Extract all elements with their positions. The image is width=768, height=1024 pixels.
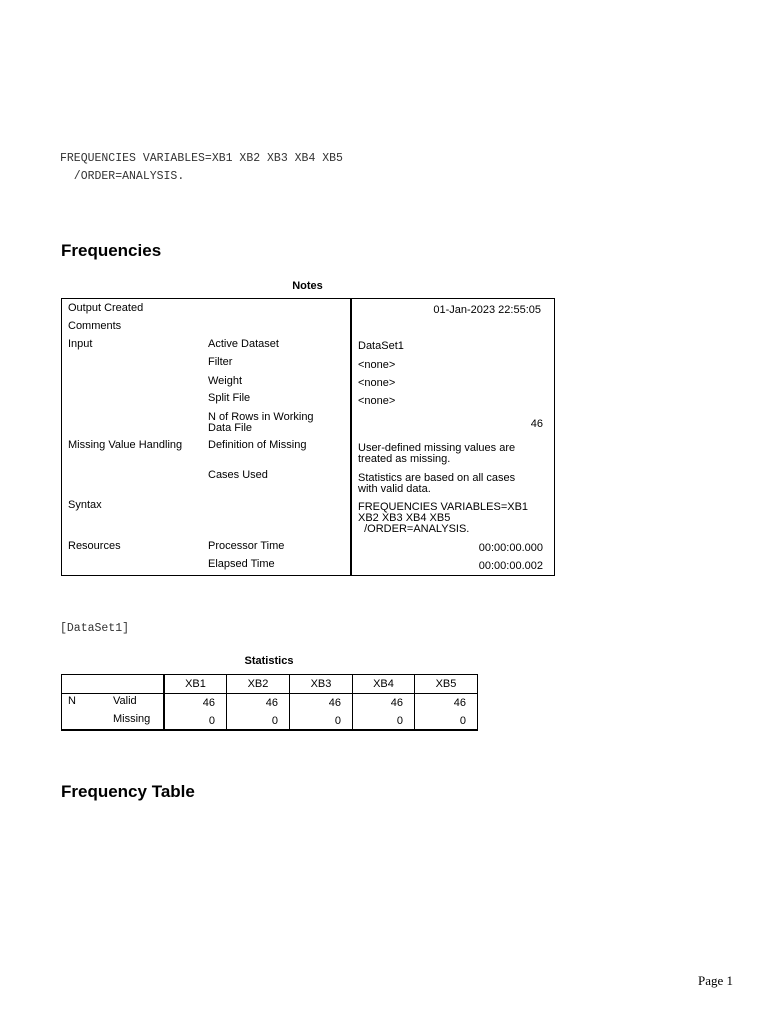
stat-valid-value: 46 xyxy=(202,697,215,709)
stat-valid-value: 46 xyxy=(328,697,341,709)
notes-value-cases-used-line-1: Statistics are based on all cases xyxy=(358,472,516,484)
stat-missing-value: 0 xyxy=(334,715,341,727)
notes-label-missing: Missing Value Handling xyxy=(68,439,183,451)
notes-value-active-dataset: DataSet1 xyxy=(358,340,404,352)
notes-label-resources: Resources xyxy=(68,540,121,552)
stat-col-header: XB4 xyxy=(373,678,394,690)
stat-missing-value: 0 xyxy=(396,715,403,727)
dataset-tag: [DataSet1] xyxy=(60,622,130,635)
stat-row-group-n: N xyxy=(68,695,76,707)
notes-value-syntax-line-2: XB2 XB3 XB4 XB5 xyxy=(358,512,451,524)
stat-col-header: XB5 xyxy=(435,678,457,690)
notes-value-n-rows: 46 xyxy=(530,418,543,430)
notes-label-n-rows-1: N of Rows in Working xyxy=(208,411,314,423)
notes-label-filter: Filter xyxy=(208,356,233,368)
stat-bottom-line xyxy=(61,729,478,731)
notes-table-divider xyxy=(350,298,352,576)
notes-label-input: Input xyxy=(68,338,93,350)
notes-value-output-created: 01-Jan-2023 22:55:05 xyxy=(433,304,541,316)
notes-table-border xyxy=(61,298,555,576)
stat-valid-value: 46 xyxy=(453,697,466,709)
stat-valid-value: 46 xyxy=(390,697,403,709)
notes-value-processor-time: 00:00:00.000 xyxy=(478,542,543,554)
notes-value-weight: <none> xyxy=(358,377,396,389)
notes-label-active-dataset: Active Dataset xyxy=(208,338,279,350)
stat-valid-value: 46 xyxy=(265,697,278,709)
notes-label-weight: Weight xyxy=(208,375,243,387)
stat-col-header: XB1 xyxy=(185,678,206,690)
stat-col-header: XB3 xyxy=(310,678,332,690)
notes-value-syntax-line-1: FREQUENCIES VARIABLES=XB1 xyxy=(358,501,529,513)
notes-label-comments: Comments xyxy=(68,320,122,332)
notes-value-definition-line-1: User-defined missing values are xyxy=(358,442,516,454)
stat-missing-value: 0 xyxy=(459,715,466,727)
notes-label-elapsed-time: Elapsed Time xyxy=(208,558,275,570)
stat-top-line xyxy=(61,674,478,675)
stat-row-label-valid: Valid xyxy=(113,695,137,707)
statistics-caption: Statistics xyxy=(244,655,294,667)
notes-value-syntax-line-3: /ORDER=ANALYSIS. xyxy=(358,523,470,535)
notes-value-split-file: <none> xyxy=(358,395,396,407)
frequencies-heading: Frequencies xyxy=(61,241,162,260)
stat-col-header: XB2 xyxy=(247,678,269,690)
stat-header-line xyxy=(61,693,478,694)
notes-value-elapsed-time: 00:00:00.002 xyxy=(478,560,543,572)
notes-label-output-created: Output Created xyxy=(68,302,144,314)
stat-missing-value: 0 xyxy=(271,715,278,727)
stat-missing-value: 0 xyxy=(208,715,215,727)
notes-label-n-rows-2: Data File xyxy=(208,422,253,434)
notes-label-definition-of-missing: Definition of Missing xyxy=(208,439,307,451)
page-number: Page 1 xyxy=(698,973,734,988)
notes-value-definition-line-2: treated as missing. xyxy=(358,453,451,465)
syntax-line-1: FREQUENCIES VARIABLES=XB1 XB2 XB3 XB4 XB5 xyxy=(60,152,343,165)
notes-value-filter: <none> xyxy=(358,359,396,371)
notes-label-syntax: Syntax xyxy=(68,499,102,511)
syntax-line-2: /ORDER=ANALYSIS. xyxy=(60,170,185,183)
notes-value-cases-used-line-2: with valid data. xyxy=(358,483,431,495)
frequency-table-heading: Frequency Table xyxy=(61,782,195,801)
stat-left-line xyxy=(61,674,62,730)
notes-label-processor-time: Processor Time xyxy=(208,540,285,552)
notes-label-split-file: Split File xyxy=(208,392,251,404)
stat-row-label-missing: Missing xyxy=(113,713,151,725)
stat-right-line xyxy=(477,674,478,730)
notes-label-cases-used: Cases Used xyxy=(208,469,268,481)
notes-caption: Notes xyxy=(292,280,323,292)
